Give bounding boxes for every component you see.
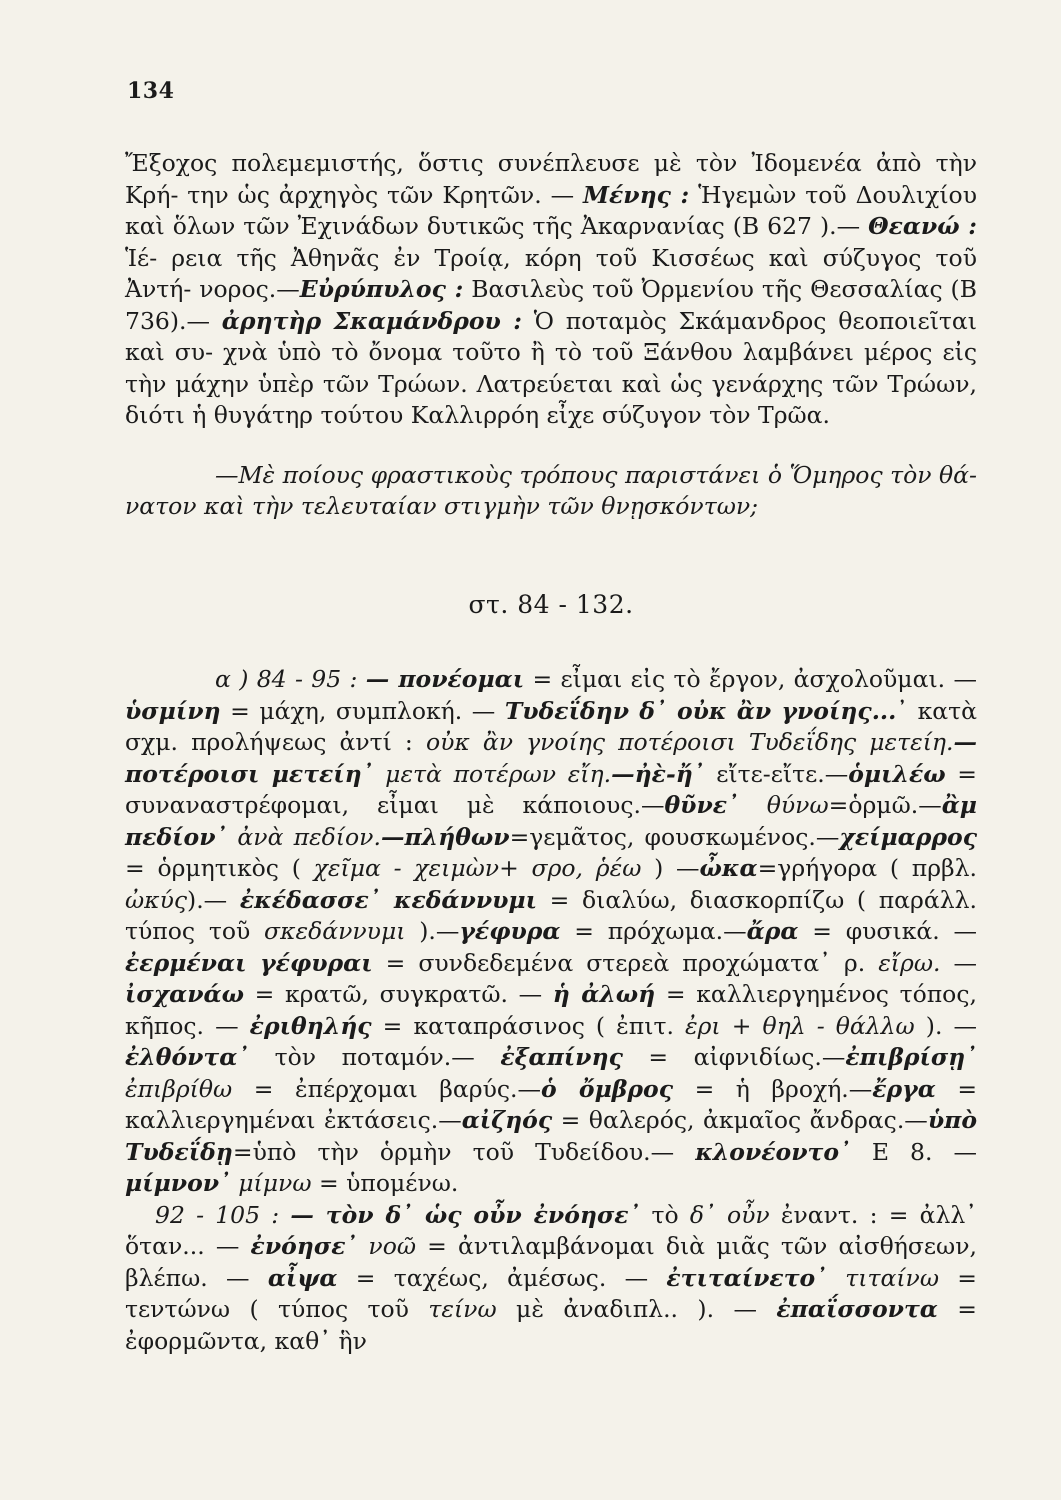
gloss: = ἡ βροχή.— [673,1074,873,1103]
term: ὑπὸ Τυδεΐδῃ [125,1106,977,1166]
gloss: = εἶμαι εἰς τὸ ἔργον, ἀσχολοῦμαι. — [524,665,977,693]
term: ἐκέδασσε᾽ κεδάννυμι [239,885,538,914]
term: Τυδεΐδην δ᾽ οὐκ ἂν γνοίης... [504,696,897,725]
gloss-italic: μετὰ ποτέρων εἴη. [373,759,612,788]
page-number: 134 [127,78,175,104]
text-line: νορος.— [199,275,300,303]
gloss: = θαλερός, ἀκμαῖος ἄνδρας.— [552,1106,928,1134]
term: — πονέομαι [365,665,525,693]
term: —πλήθων [380,822,510,851]
gloss: =ὑπὸ τὴν ὁρμὴν τοῦ Τυδείδου.— [232,1137,675,1166]
gloss: εἴτε-εἴτε.— [704,759,849,788]
text-line: ρεια τῆς Ἀθηνᾶς ἐν Τροίᾳ, κόρη τοῦ Κισσέως καὶ σύζυγος τοῦ Ἀντή- [125,243,977,303]
gloss-italic: ἀνὰ πεδίον. [227,822,381,851]
gloss-italic: ἐρι [685,1011,721,1040]
verse-range: 84 - 95 : [256,665,358,693]
gloss: = ἐφορμῶντα, καθ᾽ ἣν [125,1295,977,1355]
gloss: = φυσικά. — [798,917,977,945]
term: κλονέοντο᾽ [695,1137,851,1166]
gloss: = συνδεδεμένα στερεὰ προχώματα᾽ ρ. [372,948,879,977]
gloss: = ἐπέρχομαι βαρύς.— [232,1074,541,1103]
term: ἡ ἀλωή [552,980,656,1008]
text-line: Βασιλεὺς τοῦ Ὀρμενίου τῆς Θεσσαλίας (Β 736).— [125,275,977,335]
term: ὁ ὄμβρος [541,1074,674,1103]
term-theano: Θεανώ : [868,212,977,240]
gloss: = ἀντιλαμβάνομαι διὰ μιᾶς τῶν αἰσθήσεων, βλέπω. — [125,1232,977,1292]
gloss: = καταπράσινος ( ἐπιτ. [371,1011,685,1040]
text-line: Ὁ ποταμὸς Σκάμανδρος θεοποιεῖται καὶ συ- [125,306,977,366]
section-label: α ) [215,665,249,693]
text-line: ὅλων τῶν Ἐχινάδων δυτικῶς τῆς Ἀκαρνανίας (Β 627 ).— [172,212,869,240]
gloss: = πρόχωμα.— [560,917,747,945]
gloss-italic: θηλ - θάλλω [762,1011,915,1040]
gloss-italic: εἴρω. [878,948,941,977]
term: ἐνόησε᾽ [250,1232,358,1260]
term: θῦνε᾽ [664,791,739,819]
term: μίμνον᾽ [125,1169,231,1197]
text-line: μάχην ὑπὲρ τῶν Τρώων. Λατρεύεται καὶ ὡς γενάρχης τῶν Τρώων, [175,369,977,398]
paragraph-glossary-names [125,148,977,432]
term: χείμαρρος [839,822,977,851]
term-skamandros: ἀρητὴρ Σκαμάνδρου : [221,306,522,335]
gloss: τὸ [640,1200,690,1229]
gloss: ἐναντ. : = ἀλλ᾽ ὅταν... — [125,1200,977,1260]
text-line: την ὡς ἀρχηγὸς τῶν Κρητῶν. — [187,180,575,209]
term: ὁμιλέω [848,759,946,788]
gloss-italic: ὠκύς [125,885,188,914]
term: —ἠὲ-ἤ᾽ [611,759,705,788]
term: ὦκα [699,854,758,882]
gloss: ) — [654,854,700,882]
text-line: Ἔξοχος πολεμεμιστής, ὅστις συνέπλευσε μὲ τὸν Ἰδομενέα ἀπὸ τὴν Κρή- [125,149,977,209]
term: ἂμ πεδίον᾽ [125,791,977,851]
text-line: διότι ἡ θυγάτηρ τούτου Καλλιρρόη εἶχε σύζυγον τὸν Τρῶα. [125,401,831,429]
gloss: = κρατῶ, συγκρατῶ. — [244,980,543,1008]
term: ἔργα [872,1074,936,1103]
gloss-italic: θύνω [738,791,829,819]
gloss: — [940,948,977,977]
section-title: στ. 84 - 132. [468,589,634,619]
gloss: ).— [187,885,228,914]
term-eurypylos: Εὐρύπυλος : [299,275,464,303]
gloss: = συναναστρέφομαι, εἶμαι μὲ κάποιους.— [125,759,977,819]
gloss: = ταχέως, ἀμέσως. — [337,1263,649,1292]
gloss: = ὑπομένω. [311,1169,459,1197]
gloss: τὸν ποταμόν.— [249,1043,475,1071]
text-line: χνὰ ὑπὸ τὸ ὄνομα τοῦτο ἢ τὸ τοῦ Ξάνθου λαμβάνει μέρος εἰς τὴν [125,338,977,398]
gloss: = διαλύω, διασκορπίζω ( παράλλ. τύπος τοῦ [125,885,977,945]
term-menes: Μένης : [582,180,690,209]
gloss: = καλλιεργημέναι ἐκτάσεις.— [125,1074,978,1134]
gloss: Ε 8. — [850,1137,977,1166]
term: ἄρα [746,917,799,945]
text-line: Ἱέ- [125,243,158,272]
gloss: = ὁρμητικὸς ( [125,854,301,882]
gloss: = καλλιεργημένος τόπος, κῆπος. — [125,980,977,1040]
gloss: μὲ ἀναδιπλ.. ). — [496,1295,757,1323]
gloss-italic: τείνω [428,1295,497,1323]
term: ὑσμίνη [125,696,221,725]
gloss: ᾽ κατὰ σχμ. προλήψεως ἀντί : [125,696,977,756]
term: ἐπιβρίσῃ᾽ [845,1043,977,1071]
term: αἰζηός [461,1106,553,1134]
term: ἐπαΐσσοντα [776,1295,938,1323]
gloss: = μάχη, συμπλοκή. — [220,696,496,725]
gloss-italic: τιταίνω [826,1263,940,1292]
study-question: —Μὲ ποίους φραστικοὺς τρόπους παριστάνει ὁ Ὅμηρος τὸν θά- νατον καὶ τὴν τελευταίαν στιγμὴν τῶν θνῃσκόντων; [125,460,977,520]
term: γέφυρα [459,917,561,945]
paragraph-verses-92-105 [125,1200,977,1358]
gloss: =ὁρμῶ.— [828,791,942,819]
body-text [125,148,977,1357]
term: ἐλθόντα᾽ [125,1043,250,1071]
gloss-italic: σκεδάννυμι [264,917,406,945]
gloss-italic: δ᾽ οὖν [689,1200,770,1229]
term: — τὸν δ᾽ ὡς οὖν ἐνόησε᾽ [290,1200,641,1229]
gloss: = αἰφνιδίως.— [622,1043,846,1071]
term: ἐερμέναι γέφυραι [125,948,373,977]
gloss-italic: χεῖμα - χειμὼν+ σρο, ῥέω [300,854,655,882]
gloss: = τεντώνω ( τύπος τοῦ [125,1263,977,1323]
term: — ποτέροισι μετείη᾽ [125,728,977,788]
gloss: ). — [914,1011,977,1040]
gloss: + [720,1011,763,1040]
verse-range: 92 - 105 : [155,1200,280,1229]
gloss: ).— [405,917,460,945]
gloss-italic: νοῶ [357,1232,417,1260]
paragraph-verses-84-95 [125,664,977,1200]
term: ἐριθηλής [249,1011,372,1040]
gloss-italic: ἐπιβρίθω [125,1074,233,1103]
gloss-italic: μίμνω [230,1169,312,1197]
gloss: =γρήγορα ( πρβλ. [757,854,978,882]
term: αἶψα [267,1263,338,1292]
term: ἰσχανάω [125,980,245,1008]
term: ἐξαπίνης [500,1043,623,1071]
text-line: Ἡγεμὼν τοῦ Δουλιχίου καὶ [125,180,977,240]
term: ἐτιταίνετο᾽ [666,1263,827,1292]
gloss-italic: οὐκ ἂν γνοίης ποτέροισι Τυδεΐδης μετείη. [425,728,954,756]
gloss: =γεμᾶτος, φουσκωμένος.— [509,822,840,851]
